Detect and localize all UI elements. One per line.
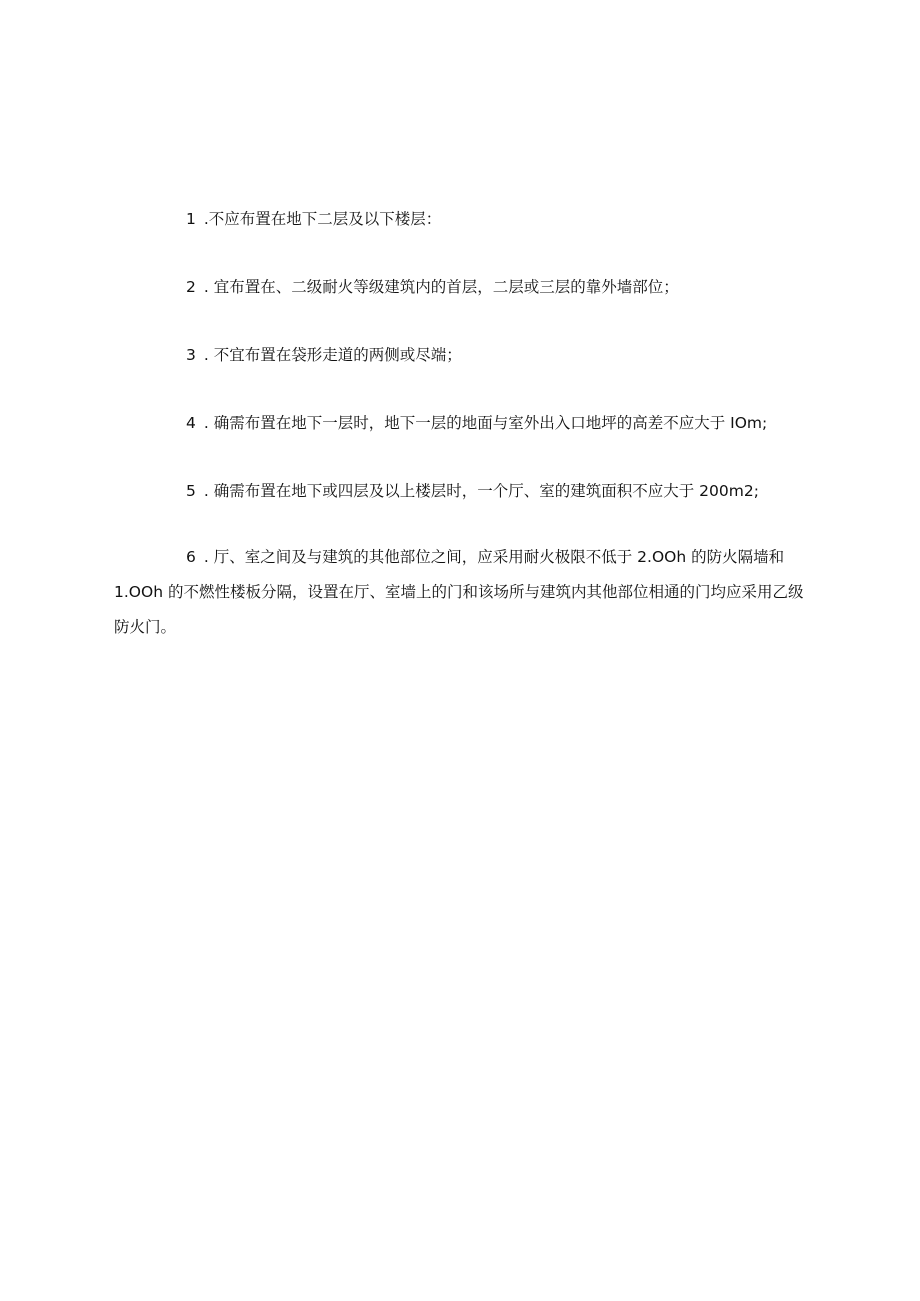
item-number: 4 bbox=[186, 414, 196, 432]
list-item bbox=[114, 410, 814, 436]
list-item bbox=[114, 478, 814, 504]
item-number: 5 bbox=[186, 482, 196, 500]
item-number: 3 bbox=[186, 346, 196, 364]
item-number: 6 bbox=[186, 548, 196, 566]
list-item bbox=[114, 206, 814, 232]
item-text: . 不宜布置在袋形走道的两侧或尽端； bbox=[203, 346, 462, 364]
list-item bbox=[114, 274, 814, 300]
item-text: . 厅、室之间及与建筑的其他部位之间，应采用耐火极限不低于 2.OOh 的防火隔墙和 1.OOh 的不燃性楼板分隔，设置在厅、室墙上的门和该场所与建筑内其他部位相通的门均应采用乙级防火门。 bbox=[114, 548, 804, 636]
item-number: 2 bbox=[186, 278, 196, 296]
list-item bbox=[114, 342, 814, 368]
item-number: 1 bbox=[186, 210, 196, 228]
fire-safety-requirements-list bbox=[114, 206, 814, 687]
item-text: . 确需布置在地下一层时，地下一层的地面与室外出入口地坪的高差不应大于 IOm; bbox=[203, 414, 768, 432]
list-item bbox=[114, 540, 814, 645]
item-text: .不应布置在地下二层及以下楼层： bbox=[203, 210, 442, 228]
item-text: . 确需布置在地下或四层及以上楼层时，一个厅、室的建筑面积不应大于 200m2; bbox=[203, 482, 759, 500]
item-text: . 宜布置在、二级耐火等级建筑内的首层，二层或三层的靠外墙部位； bbox=[203, 278, 679, 296]
